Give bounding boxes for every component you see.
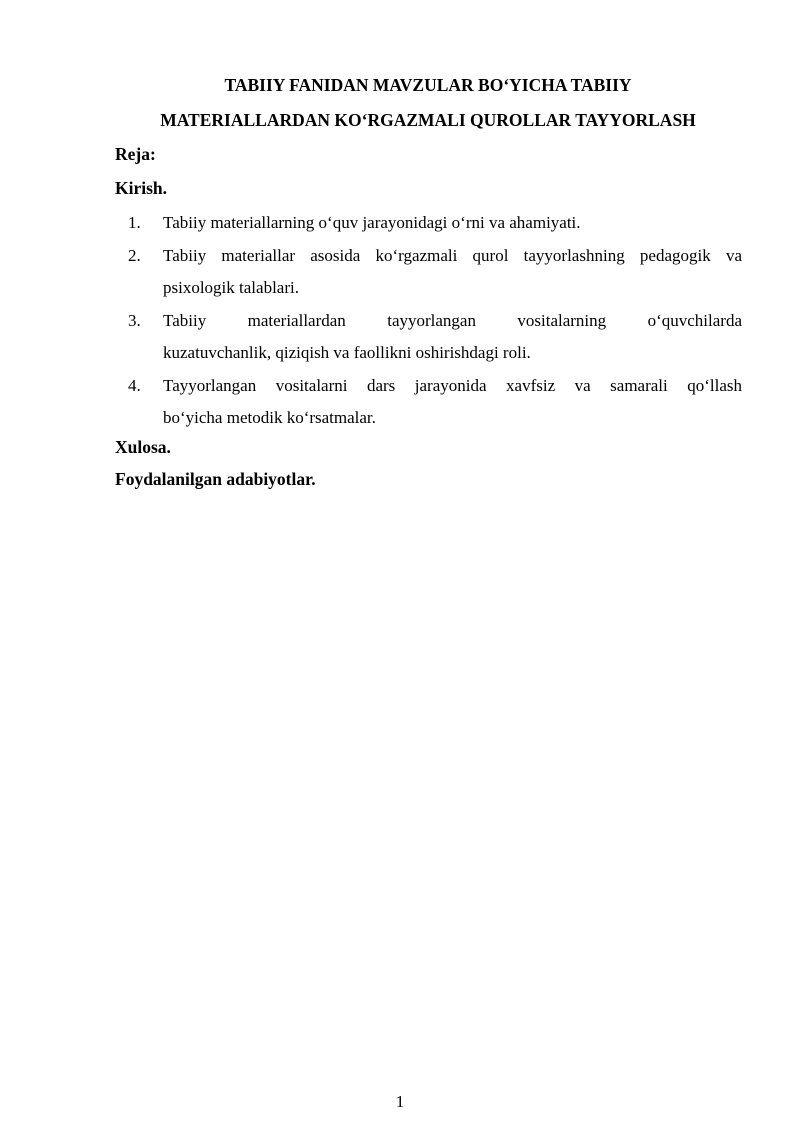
- list-item-text-line: kuzatuvchanlik, qiziqish va faollikni oshirishdagi roli.: [163, 343, 531, 362]
- plan-heading: Reja:: [115, 144, 156, 164]
- references-heading: Foydalanilgan adabiyotlar.: [115, 469, 316, 489]
- document-title-line-2: MATERIALLARDAN KO‘RGAZMALI QUROLLAR TAYYORLASH: [160, 110, 696, 130]
- list-item: [115, 370, 742, 435]
- list-item-text-line: Tayyorlangan vositalarni dars jarayonida xavfsiz va samarali qo‘llash: [163, 375, 742, 395]
- list-item-text-line: bo‘yicha metodik ko‘rsatmalar.: [163, 408, 376, 427]
- conclusion-heading: Xulosa.: [115, 437, 171, 457]
- intro-heading: Kirish.: [115, 178, 168, 198]
- list-item: [115, 240, 742, 305]
- list-item-number: 3.: [128, 310, 141, 330]
- list-item-text-line: Tabiiy materiallardan tayyorlangan vositalarning o‘quvchilarda: [163, 310, 742, 330]
- list-item-number: 4.: [128, 375, 141, 395]
- list-item: [115, 305, 742, 370]
- plan-list: [115, 207, 742, 435]
- list-item-number: 1.: [128, 213, 141, 232]
- list-item-text-line: psixologik talablari.: [163, 278, 299, 297]
- list-item-number: 2.: [128, 245, 141, 265]
- list-item: [115, 207, 742, 240]
- page-number: 1: [395, 1092, 405, 1111]
- list-item-text-line: Tabiiy materiallar asosida ko‘rgazmali qurol tayyorlashning pedagogik va: [163, 245, 742, 265]
- document-title-line-1: TABIIY FANIDAN MAVZULAR BO‘YICHA TABIIY: [224, 75, 632, 95]
- list-item-text-line: Tabiiy materiallarning o‘quv jarayonidagi o‘rni va ahamiyati.: [163, 213, 581, 232]
